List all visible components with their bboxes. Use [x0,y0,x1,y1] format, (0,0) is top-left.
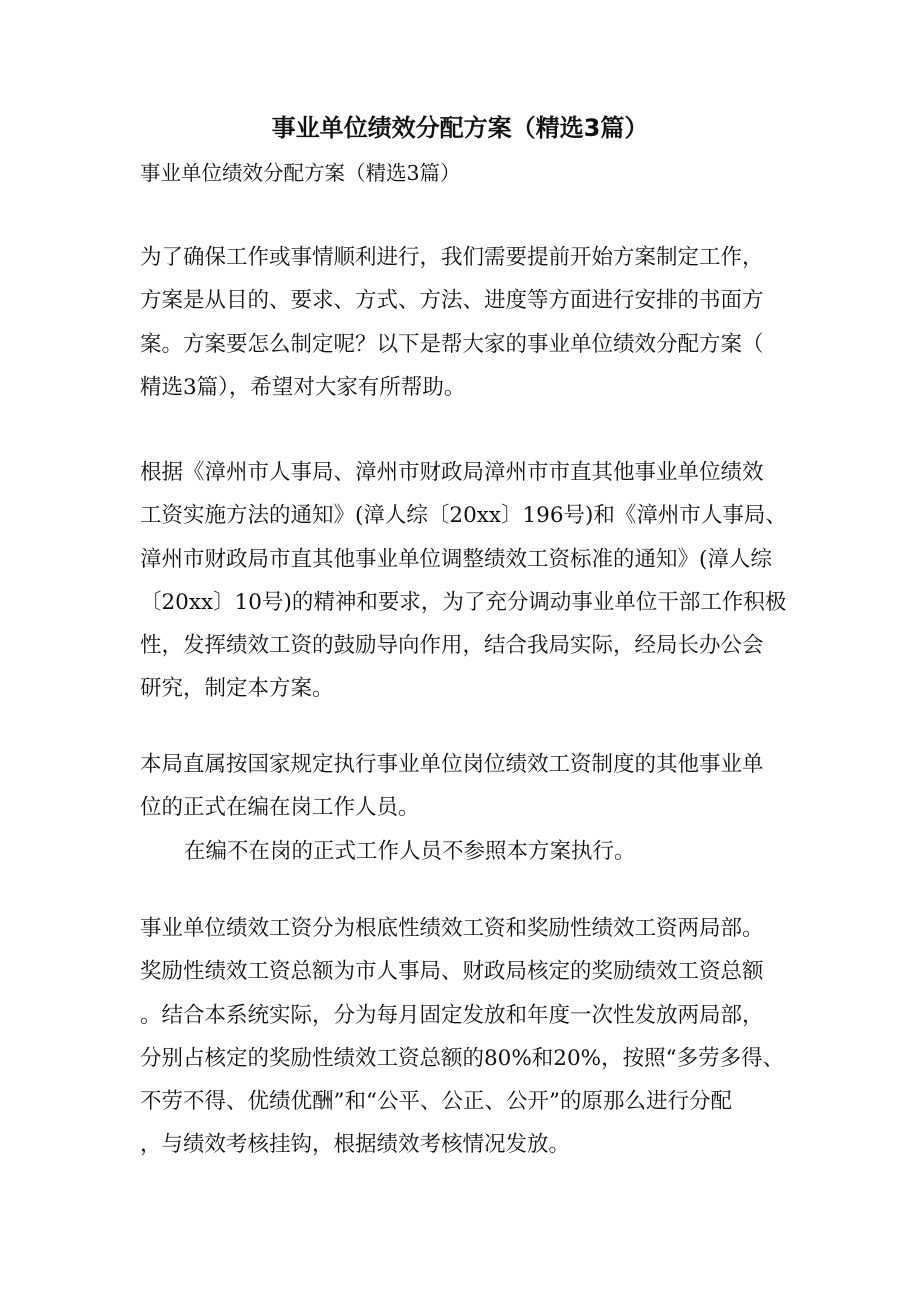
text-line: 性，发挥绩效工资的鼓励导向作用，结合我局实际，经局长办公会 [140,633,764,659]
text-line: 工资实施方法的通知》(漳人综〔20xx〕196号)和《漳州市人事局、 [140,503,787,529]
text-line: 研究，制定本方案。 [140,676,334,702]
text-line: 不劳不得、优绩优酬”和“公平、公正、公开”的原那么进行分配 [140,1089,732,1115]
text-line: 奖励性绩效工资总额为市人事局、财政局核定的奖励绩效工资总额 [140,959,764,985]
text-line: 〔20xx〕10号)的精神和要求，为了充分调动事业单位干部工作积极 [140,589,787,615]
text-line: 位的正式在编在岗工作人员。 [140,795,420,821]
text-line: 事业单位绩效工资分为根底性绩效工资和奖励性绩效工资两局部。 [140,916,764,941]
text-line: 漳州市财政局市直其他事业单位调整绩效工资标准的通知》(漳人综 [140,546,772,572]
text-line: 。结合本系统实际，分为每月固定发放和年度一次性发放两局部， [140,1002,764,1028]
paragraph-basis [140,451,790,711]
document-title: 事业单位绩效分配方案（精选3篇） [271,114,649,142]
paragraph-intro [140,236,790,409]
text-line: 精选3篇），希望对大家有所帮助。 [140,374,466,400]
paragraph-composition [140,907,790,1167]
text-line: 本局直属按国家规定执行事业单位岗位绩效工资制度的其他事业单 [140,752,764,777]
text-line: 案。方案要怎么制定呢？以下是帮大家的事业单位绩效分配方案（ [140,331,764,357]
text-line: 方案是从目的、要求、方式、方法、进度等方面进行安排的书面方 [140,288,764,314]
paragraph-scope [140,743,790,873]
text-line: 分别占核定的奖励性绩效工资总额的80%和20%，按照“多劳多得、 [140,1045,785,1071]
text-line: 根据《漳州市人事局、漳州市财政局漳州市市直其他事业单位绩效 [140,460,764,485]
text-line-indented: 在编不在岗的正式工作人员不参照本方案执行。 [184,838,636,864]
text-line: 为了确保工作或事情顺利进行，我们需要提前开始方案制定工作， [140,245,764,270]
text-line: ，与绩效考核挂钩，根据绩效考核情况发放。 [140,1132,571,1158]
document-subtitle: 事业单位绩效分配方案（精选3篇） [140,161,461,185]
